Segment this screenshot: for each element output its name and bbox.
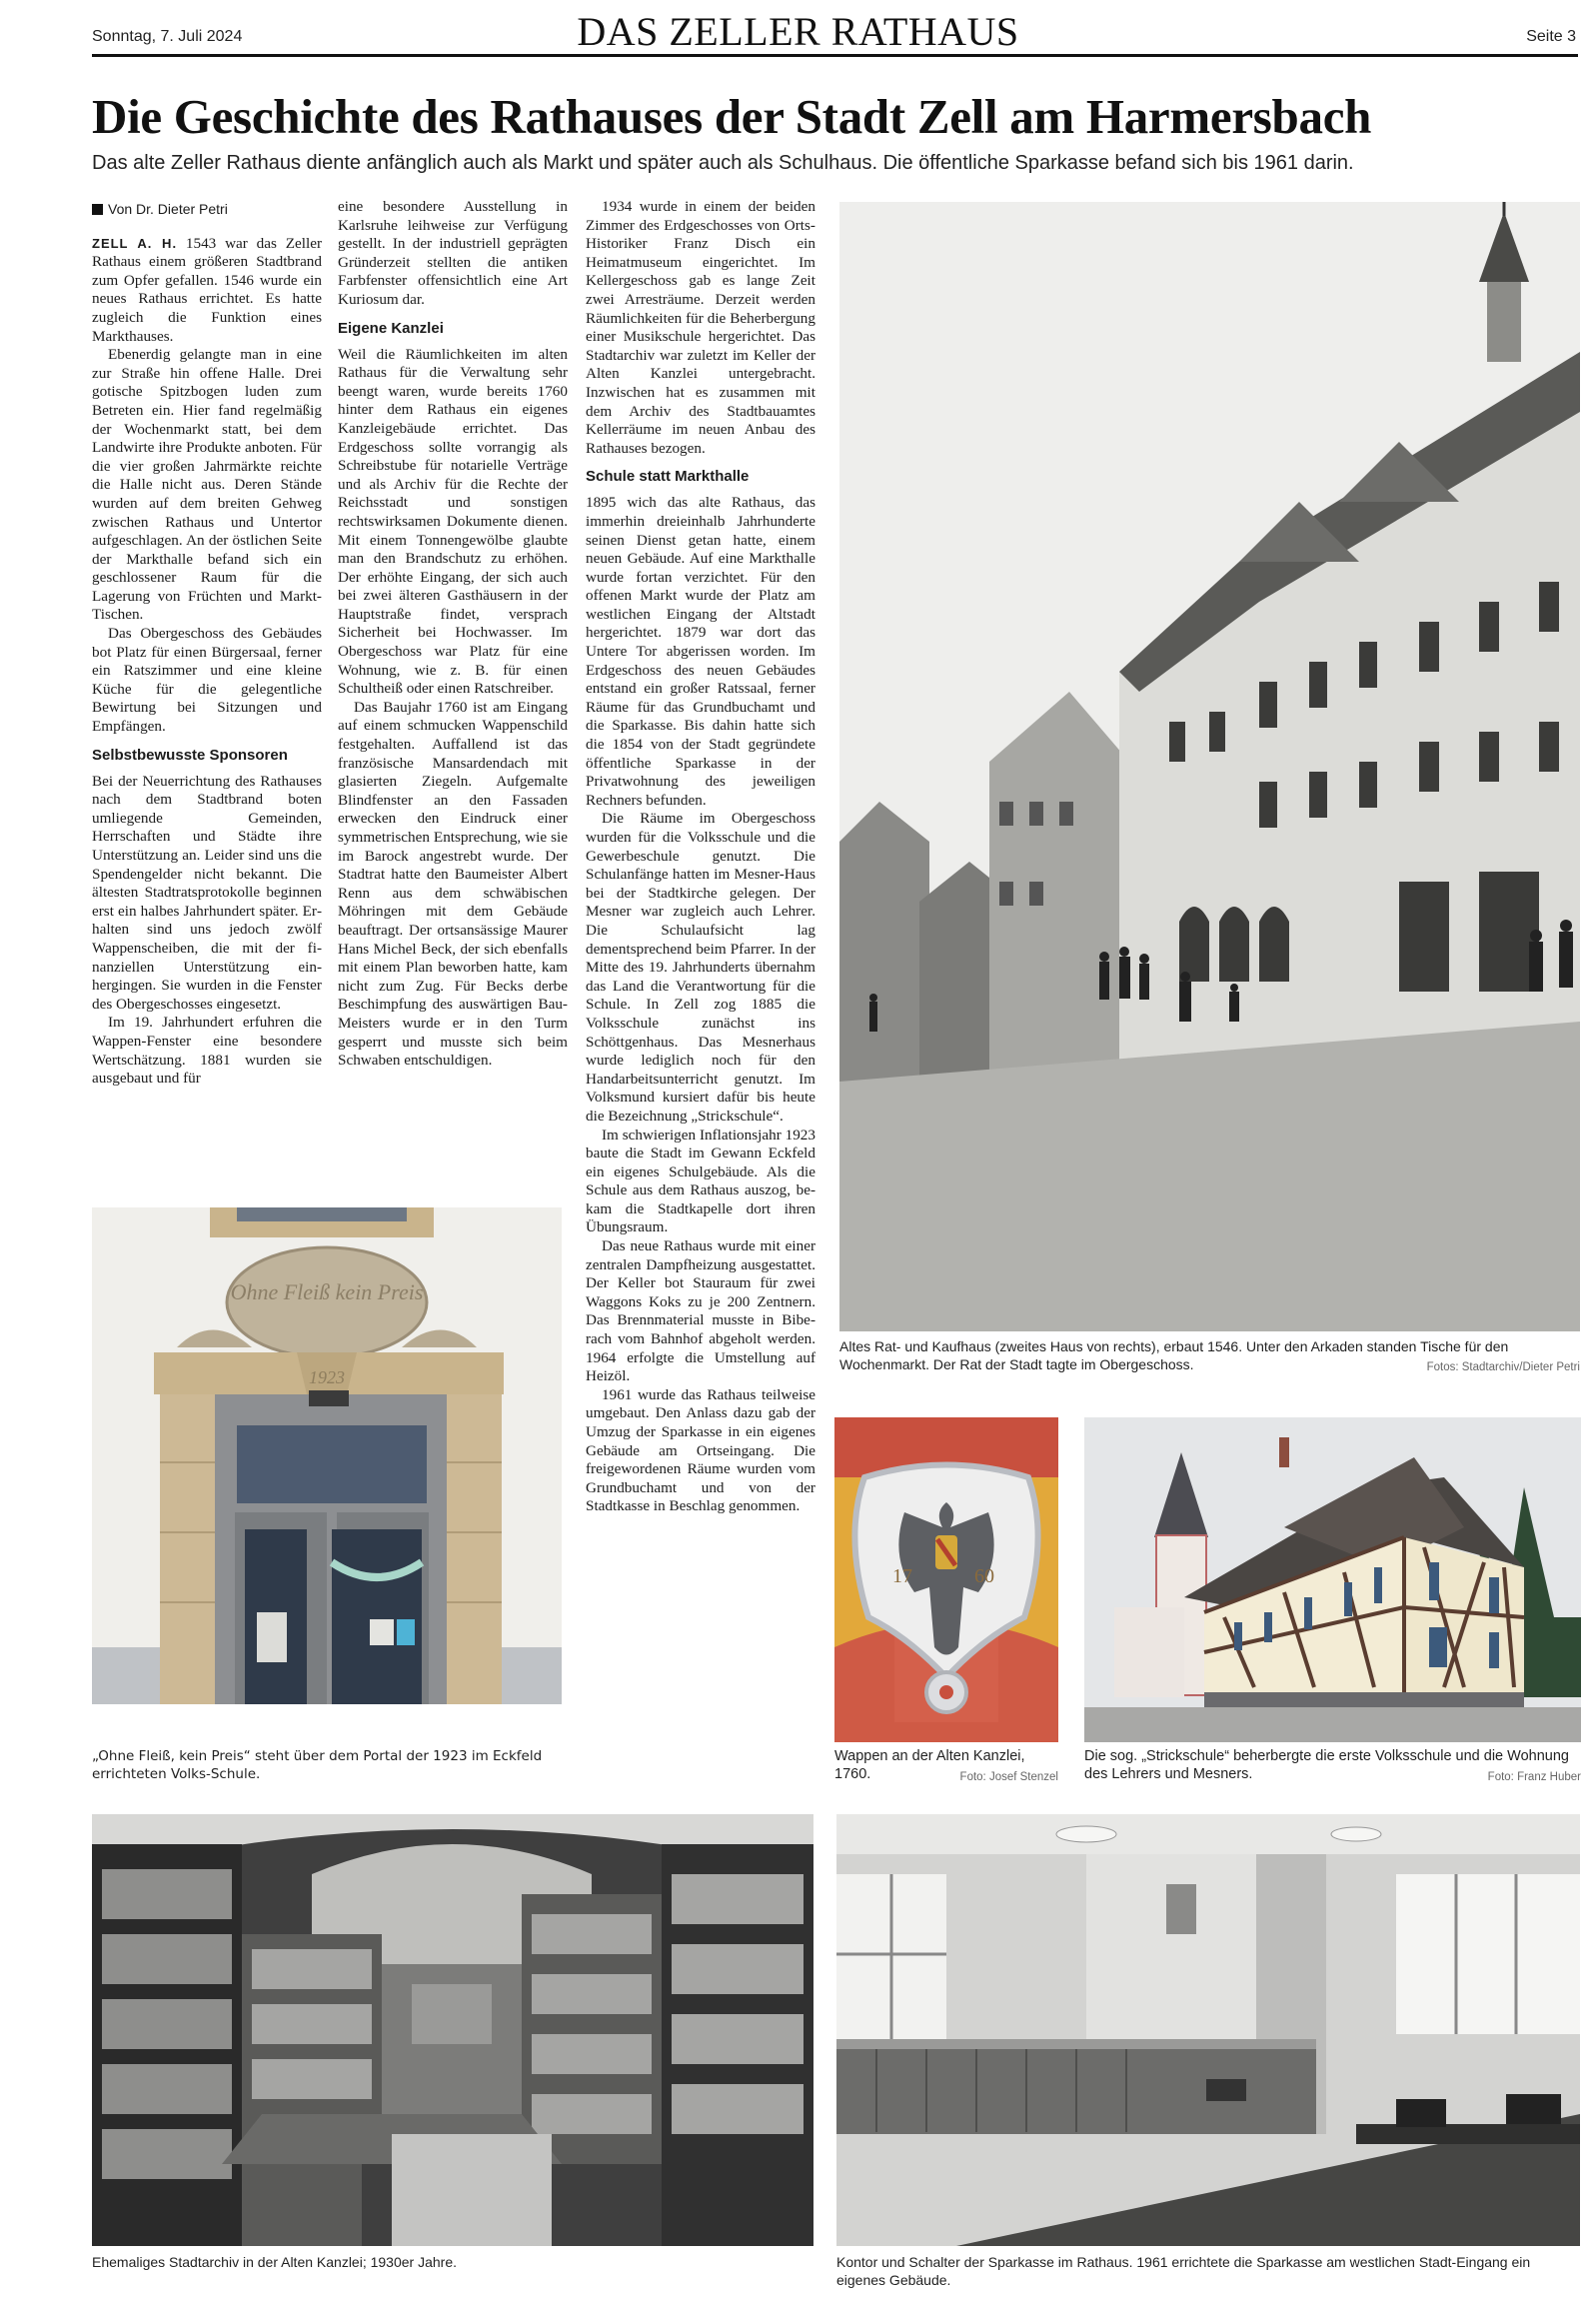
- issue-date: Sonntag, 7. Juli 2024: [92, 28, 243, 45]
- paragraph: 1895 wich das alte Rathaus, das immerhin dreieinhalb Jahrhunderte seinen Dienst getan hatte, einem neuen Gebäude. Auf eine Markthalle wurde fortan verzichtet. Für den offenen Markt wurde der Platz am westlichen Eingang der Altstadt hergerichtet. 1879 war dort das Untere Tor abgerissen worden. Im Erdgeschoss des neuen Gebäudes entstand ein großer Ratssaal, ferner Räume für das Grundbuchamt und die Sparkasse. Bis dahin hatte sich die 1854 von der Stadt gegründete öffentliche Sparkasse in der Privatwohnung des jeweiligen Rechners befunden.: [586, 494, 815, 809]
- photo-credit: Foto: Josef Stenzel: [959, 1771, 1058, 1783]
- section-heading: Eigene Kanzlei: [338, 319, 444, 337]
- text-column-3: [586, 198, 815, 1516]
- paragraph: Das Obergeschoss des Gebäudes bot Platz für einen Bürgersaal, ferner ein Ratszimmer und eine kleine Küche für die gelegentliche Bewirtung bei Sitzungen und Empfängen.: [92, 625, 322, 736]
- paragraph: [92, 235, 322, 347]
- photo-credit: Foto: Franz Huber: [1487, 1771, 1581, 1783]
- photo-coat-of-arms: [834, 1417, 1058, 1742]
- paragraph: Die Räume im Obergeschoss wurden für die Volksschule und die Gewerbeschule genutzt. Die Schulanfänge hatten im Mesner-Haus bei der Stadtkirche gelegen. Der Mesner war zugleich auch Lehrer. Die Schulaufsicht lag dementsprechend beim Pfarrer. In der Mitte des 19. Jahrhunderts übernahm das Land die Verantwortung für die Schule. In Zell zog 1885 die Volksschule zunächst ins Schöttgenhaus. Das Mesnerhaus wurde lediglich noch für den Handarbeitsunterricht genutzt. Im Volksmund kursiert dafür bis heute die Bezeichnung „Strickschule“.: [586, 810, 815, 1125]
- portal-year: 1923: [309, 1367, 345, 1387]
- page-number: Seite 3: [1526, 28, 1576, 45]
- paragraph: Das neue Rathaus wurde mit einer zentralen Dampfheizung ausgestattet. Der Keller bot Stauraum für zwei Waggons Koks zu je 200 Zentnern. Das Brennmaterial musste in Biberach vom Bahnhof abgeholt werden. 1964 erfolgte die Umstellung auf Heizöl.: [586, 1237, 815, 1385]
- section-heading: Selbstbewusste Sponsoren: [92, 746, 288, 764]
- wappen-year-left: 17: [892, 1565, 912, 1587]
- article-headline: Die Geschichte des Rathauses der Stadt Zell am Harmersbach: [92, 89, 1372, 144]
- section-heading: Schule statt Markthalle: [586, 468, 750, 486]
- paragraph: Das Baujahr 1760 ist am Eingang auf einem schmucken Wappenschild festgehalten. Auffallend ist das französische Mansardendach mit glasierten Ziegeln. Aufgemalte Blindfenster an den Fassaden erwecken den Eindruck einer symmetrischen Entsprechung, wie sie im Barock angestrebt wurde. Der Stadtrat hatte den Baumeister Albert Renn aus dem schwäbischen Möhringen mit dem Gebäude beauftragt. Der ortsansässige Maurer Hans Michel Beck, der sich ebenfalls mit einem Plan beworben hatte, kam nicht zum Zug. Für Becks derbe Beschimpfung des auswärtigen Bau-Meisters wurde er in den Turm gesperrt und musste sich beim Schwaben entschuldigen.: [338, 698, 568, 1070]
- photo-credit: Fotos: Stadtarchiv/Dieter Petri: [1426, 1361, 1580, 1373]
- text-column-1: [92, 200, 322, 1089]
- photo-city-archive: [92, 1814, 813, 2246]
- byline-author: Von Dr. Dieter Petri: [108, 201, 228, 217]
- photo-historic-street: [839, 202, 1580, 1331]
- text-column-2: [338, 198, 568, 1071]
- article-subheadline: Das alte Zeller Rathaus diente anfänglich auch als Markt und später auch als Schulhaus. Die öffentliche Sparkasse befand sich bis 1961 darin.: [92, 152, 1354, 174]
- photo-caption-kontor: Kontor und Schalter der Sparkasse im Rathaus. 1961 errichtete die Sparkasse am westlichen Stadt-Eingang ein eigenes Gebäude.: [836, 2254, 1531, 2288]
- paragraph: 1934 wurde in einem der beiden Zimmer des Erdgeschosses von Orts-Historiker Franz Disch ein Heimatmuseum eingerichtet. Im Kellergeschoss gab es lange Zeit zwei Arresträume. Derzeit werden Räumlichkeiten für die Beherbergung einer Musikschule hergerichtet. Das Stadtarchiv war zuletzt im Keller der Alten Kanzlei untergebracht. Inzwischen hat es zusammen mit dem Archiv des Stadtbauamtes Kellerräume im neuen Anbau des Rathauses bezogen.: [586, 198, 815, 457]
- paragraph: 1961 wurde das Rathaus teilweise umgebaut. Den Anlass dazu gab der Umzug der Sparkasse in ein eigenes Gebäude am Ortseingang. Die freigewordenen Räume wurden vom Grundbuchamt und von der Stadtkasse in Beschlag genommen.: [586, 1385, 815, 1515]
- byline-square-icon: [92, 204, 103, 215]
- portal-inscription: Ohne Fleiß kein Preis: [230, 1279, 424, 1304]
- paragraph-text: 1543 war das Zeller Rathaus einem größeren Stadtbrand zum Opfer gefallen. 1546 wurde ein neues Rathaus errichtet. Es hatte zugleich die Funktion eines Markthauses.: [92, 234, 323, 345]
- paragraph: Im 19. Jahrhundert erfuhren die Wappen-Fenster eine besondere Wertschätzung. 1881 wurden sie ausgebaut und für: [92, 1014, 322, 1088]
- photo-caption-portal: „Ohne Fleiß, kein Preis“ steht über dem Portal der 1923 im Eckfeld errichteten Volks-Schule.: [92, 1748, 543, 1782]
- masthead-divider: [92, 54, 1578, 57]
- photo-caption-archive: Ehemaliges Stadtarchiv in der Alten Kanzlei; 1930er Jahre.: [92, 2254, 457, 2270]
- wappen-year-right: 60: [974, 1565, 994, 1587]
- photo-savings-bank-office: [836, 1814, 1580, 2246]
- section-title: DAS ZELLER RATHAUS: [577, 9, 1019, 54]
- paragraph: eine besondere Ausstellung in Karlsruhe leihweise zur Verfügung gestellt. In der industriell geprägten Gründerzeit stellten die antiken Farbfenster offensichtlich eine Art Kuriosum dar.: [338, 198, 568, 308]
- photo-school-portal: [92, 1207, 562, 1704]
- dateline: ZELL A. H.: [92, 235, 178, 251]
- caption-text: Die sog. „Strickschule“ beherbergte die erste Volksschule und die Wohnung des Lehrers und Mesners.: [1084, 1748, 1569, 1782]
- photo-caption-strickschule: [1084, 1747, 1581, 1786]
- caption-text: Altes Rat- und Kaufhaus (zweites Haus von rechts), erbaut 1546. Unter den Arkaden standen Tische für den Wochenmarkt. Der Rat der Stadt tagte im Obergeschoss.: [839, 1338, 1509, 1372]
- paragraph: Im schwierigen Inflationsjahr 1923 baute die Stadt im Gewann Eckfeld ein eigenes Schulgebäude. Als die Schule aus dem Rathaus auszog, bekam die Stadtkapelle dort ihren Übungsraum.: [586, 1126, 815, 1236]
- photo-strickschule: [1084, 1417, 1581, 1742]
- paragraph: Ebenerdig gelangte man in eine zur Straße hin offene Halle. Drei gotische Spitzbogen luden zum Betreten ein. Hier fand regelmäßig der Wochenmarkt statt, bei dem Landwirte ihre Produkte anboten. Für die vier großen Jahrmärkte reichte die Halle nicht aus. Deren Stände wurden auf dem breiten Gehweg zwischen Rathaus und Untertor aufgeschlagen. An der östlichen Seite der Markthalle befand sich ein geschlossener Raum für die Lagerung von Früchten und Markt-Tischen.: [92, 346, 322, 624]
- caption-text: Wappen an der Alten Kanzlei, 1760.: [834, 1748, 1025, 1782]
- paragraph: Weil die Räumlichkeiten im alten Rathaus für die Verwaltung sehr beengt waren, wurde bereits 1760 hinter dem Rathaus ein eigenes Kanzleigebäude errichtet. Das Erdgeschoss sollte vorrangig als Schreibstube für notarielle Verträge und als Archiv für die Rechte der Reichsstadt und sonstigen rechtswirksamen Dokumente dienen. Mit einem Tonnengewölbe glaubte man den Brandschutz zu erhöhen. Der erhöhte Eingang, der sich auch bei zwei älteren Gasthäusern in der Hauptstraße findet, versprach Sicherheit bei Hochwasser. Im Obergeschoss war Platz für eine Wohnung, wie z. B. für einen Schultheiß oder einen Ratschreiber.: [338, 345, 568, 698]
- byline: [92, 200, 322, 219]
- paragraph: Bei der Neuerrichtung des Rathauses nach dem Stadtbrand boten umliegende Gemeinden, Herrschaften und Städte ihre Unterstützung an. Leider sind uns die Spendengelder nicht bekannt. Die ältesten Stadtratsprotokolle beginnen erst ein halbes Jahrhundert später. Erhalten sind uns jedoch zwölf Wappenscheiben, die mit der finanziellen Unterstützung einhergingen. Sie wurden in die Fenster des Obergeschosses eingesetzt.: [92, 772, 322, 1013]
- photo-caption-wappen: [834, 1747, 1058, 1786]
- photo-caption-main: [839, 1337, 1580, 1376]
